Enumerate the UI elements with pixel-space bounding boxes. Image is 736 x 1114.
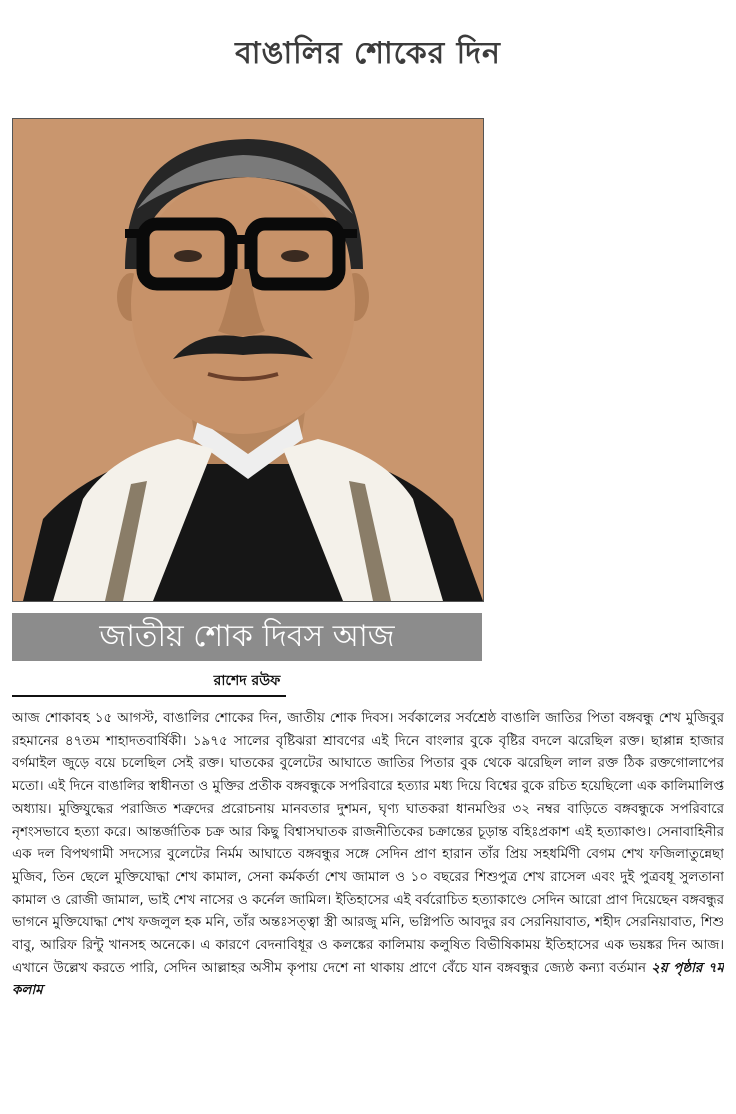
portrait-photo bbox=[12, 118, 484, 602]
byline: রাশেদ রউফ bbox=[213, 673, 281, 689]
continued-reference: ২য় পৃষ্ঠার ৭ম কলাম bbox=[12, 960, 724, 999]
article-text: আজ শোকাবহ ১৫ আগস্ট, বাঙালির শোকের দিন, জাতীয় শোক দিবস। সর্বকালের সর্বশ্রেষ্ঠ বাঙালি জাতির পিতা বঙ্গবন্ধু শেখ মুজিবুর রহমানের ৪৭তম শাহাদতবার্ষিকী। ১৯৭৫ সালের বৃষ্টিঝরা শ্রাবণের এই দিনে বাংলার বুকে বৃষ্টির বদলে ঝরেছিল রক্ত। ছাপ্পান্ন হাজার বর্গমাইল জুড়ে বয়ে চলেছিল সেই রক্ত। ঘাতকের বুলেটের আঘাতে জাতির পিতার বুক থেকে ঝরেছিল লাল রক্ত ঠিক রক্তগোলাপের মতো। এই দিনে বাঙালির স্বাধীনতা ও মুক্তির প্রতীক বঙ্গবন্ধুকে সপরিবারে হত্যার মধ্য দিয়ে বিশ্বের বুকে রচিত হয়েছিলো এক কালিমালিপ্ত অধ্যায়। মুক্তিযুদ্ধের পরাজিত শত্রুদের প্ররোচনায় মানবতার দুশমন, ঘৃণ্য ঘাতকরা ধানমণ্ডির ৩২ নম্বর বাড়িতে বঙ্গবন্ধুকে সপরিবারে নৃশংসভাবে হত্যা করে। আন্তর্জাতিক চক্র আর কিছু বিশ্বাসঘাতক রাজনীতিকের চক্রান্তের চূড়ান্ত বহিঃপ্রকাশ এই হত্যাকাণ্ড। সেনাবাহিনীর এক দল বিপথগামী সদস্যের বুলেটের নির্মম আঘাতে বঙ্গবন্ধুর সঙ্গে সেদিন প্রাণ হারান তাঁর প্রিয় সহধর্মিণী বেগম শেখ ফজিলাতুন্নেছা মুজিব, তিন ছেলে মুক্তিযোদ্ধা শেখ কামাল, সেনা কর্মকর্তা শেখ জামাল ও ১০ বছরের শিশুপুত্র শেখ রাসেল এবং দুই পুত্রবধূ সুলতানা কামাল ও রোজী জামাল, ভাই শেখ নাসের ও কর্নেল জামিল। ইতিহাসের এই বর্বরোচিত হত্যাকাণ্ডে সেদিন আরো প্রাণ দিয়েছেন বঙ্গবন্ধুর ভাগনে মুক্তিযোদ্ধা শেখ ফজলুল হক মনি, তাঁর অন্তঃসত্ত্বা স্ত্রী আরজু মনি, ভগ্নিপতি আবদুর রব সেরনিয়াবাত, শহীদ সেরনিয়াবাত, শিশু বাবু, আরিফ রিন্টু খানসহ অনেকে। এ কারণে বেদনাবিধূর ও কলঙ্কের কালিমায় কলুষিত বিভীষিকাময় ইতিহাসের এক ভয়ঙ্কর দিন আজ। এখানে উল্লেখ করতে পারি, সেদিন আল্লাহর অসীম কৃপায় দেশে না থাকায় প্রাণে বেঁচে যান বঙ্গবন্ধুর জ্যেষ্ঠ কন্যা বর্তমান bbox=[12, 711, 724, 976]
byline-rule bbox=[12, 695, 286, 697]
headline: বাঙালির শোকের দিন bbox=[235, 36, 501, 71]
subheadline: জাতীয় শোক দিবস আজ bbox=[12, 613, 482, 661]
portrait-illustration bbox=[13, 119, 483, 601]
byline-container bbox=[12, 670, 482, 691]
article-body bbox=[12, 708, 724, 1108]
